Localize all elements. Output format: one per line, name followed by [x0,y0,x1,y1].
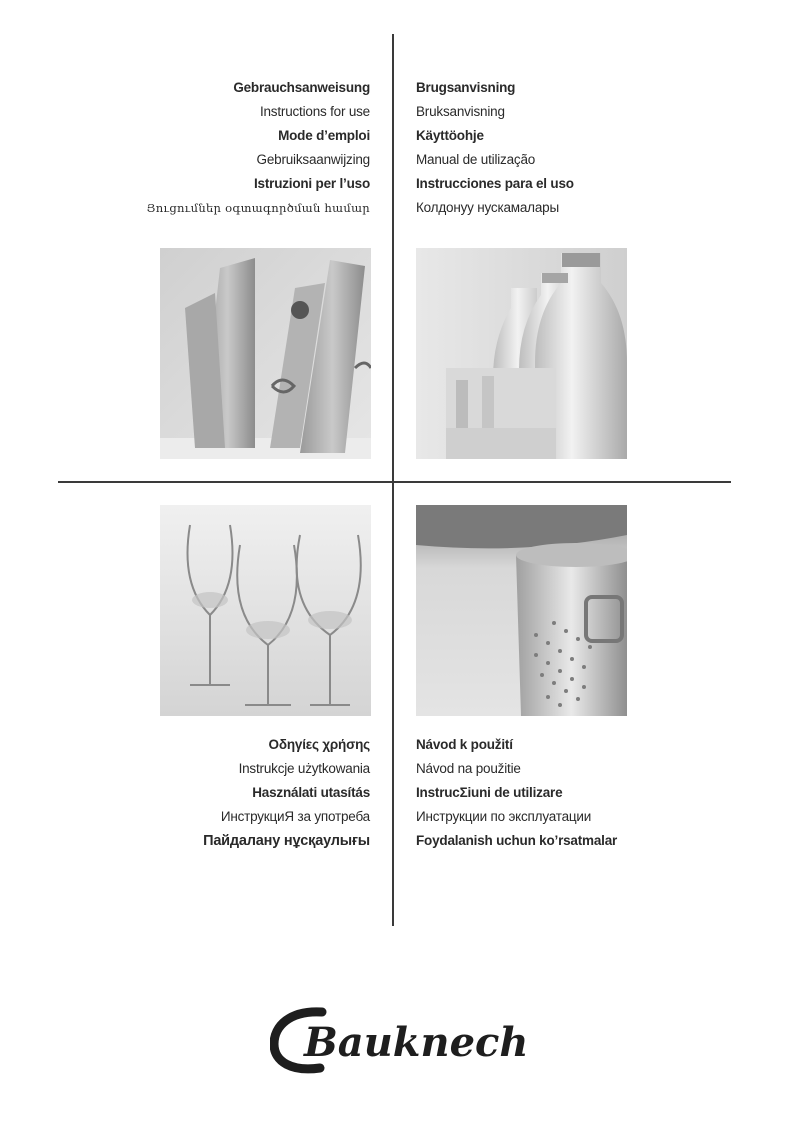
clothespins-photo [160,248,371,459]
title-el: Οδηγίες χρήσης [268,737,370,752]
bauknecht-logo [270,1004,530,1074]
brand-name: Bauknecht [304,1019,530,1066]
title-pt: Manual de utilização [416,152,536,167]
title-hu: Használati utasítás [252,785,370,800]
wine-glasses-photo [160,505,371,716]
milk-bottles-image [416,248,627,459]
title-ro: InstrucΣiuni de utilizare [416,785,563,800]
colander-photo [416,505,627,716]
title-de: Gebrauchsanweisung [233,80,370,95]
milk-bottles-photo [416,248,627,459]
title-ru: Инструкции по эксплуатации [416,809,592,824]
title-fi: Käyttöohje [416,128,484,143]
title-pl: Instrukcje użytkowania [238,761,370,776]
title-da: Brugsanvisning [416,80,516,95]
title-fr: Mode d’emploi [278,128,370,143]
bauknecht-logo-image [270,1004,530,1074]
title-ky: Колдонуу нускамалары [416,200,559,215]
title-it: Istruzioni per l’uso [253,176,370,191]
languages-bottom-left [50,733,370,853]
title-es: Instrucciones para el uso [416,176,574,191]
title-bg: ИнструкциЯ за употреба [220,809,370,824]
title-en: Instructions for use [259,104,370,119]
title-no: Bruksanvisning [416,104,505,119]
title-kk: Пайдалану нұсқаулығы [203,833,370,849]
languages-top-right [416,76,736,220]
title-cs: Návod k použití [416,737,513,752]
languages-top-left [50,76,370,220]
title-sk: Návod na použitie [416,761,521,776]
horizontal-divider [58,481,731,483]
languages-bottom-right [416,733,736,853]
title-hy: Յուցումներ օգտագործման համար [146,201,370,215]
wine-glasses-image [160,505,371,716]
title-uz: Foydalanish uchun ko’rsatmalar [416,833,618,848]
title-nl: Gebruiksaanwijzing [256,152,370,167]
colander-image [416,505,627,716]
vertical-divider [392,34,394,926]
clothespins-image [160,248,371,459]
